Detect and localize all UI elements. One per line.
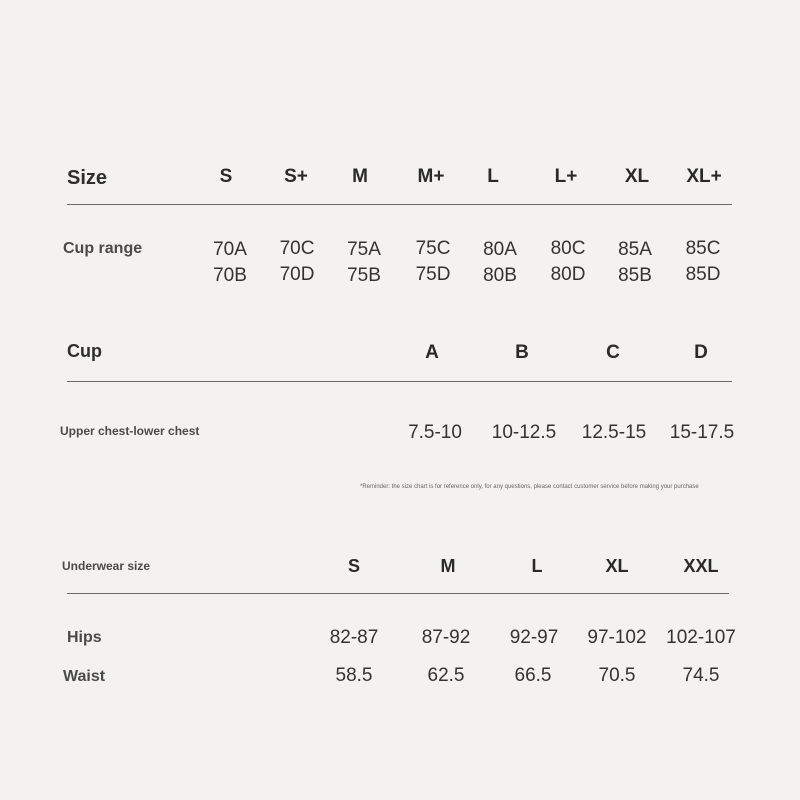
- cup-range-value: 85A: [618, 239, 652, 260]
- cup-range-value: 70B: [213, 265, 247, 286]
- chest-difference-value: 10-12.5: [491, 422, 557, 443]
- cup-col-d: D: [694, 342, 708, 363]
- cup-range-value: 80B: [483, 265, 517, 286]
- cup-range-value: 85D: [685, 264, 721, 285]
- underwear-col-m: M: [440, 556, 456, 576]
- size-col-s: S: [219, 166, 233, 187]
- cup-range-label: Cup range: [63, 240, 143, 257]
- chest-difference-value: 12.5-15: [581, 422, 647, 443]
- underwear-header-label: Underwear size: [62, 559, 151, 573]
- size-header-label: Size: [67, 167, 108, 189]
- waist-value: 74.5: [682, 665, 720, 686]
- waist-label: Waist: [63, 668, 106, 685]
- reminder-note: *Reminder: the size chart is for reference only, for any questions, please contact customer service before making your purchase: [360, 484, 699, 490]
- underwear-col-s: S: [347, 556, 360, 576]
- hips-value: 97-102: [587, 627, 647, 648]
- size-col-l: L: [487, 166, 499, 187]
- chest-difference-label: Upper chest-lower chest: [60, 424, 200, 438]
- cup-range-value: 80D: [550, 264, 586, 285]
- waist-value: 70.5: [598, 665, 636, 686]
- cup-col-b: B: [515, 342, 529, 363]
- size-col-s-plus: S+: [284, 166, 308, 187]
- cup-col-a: A: [425, 342, 439, 363]
- chest-difference-value: 15-17.5: [669, 422, 735, 443]
- cup-range-value: 75A: [347, 239, 381, 260]
- size-col-m-plus: M+: [417, 166, 445, 187]
- cup-range-value: 75D: [415, 264, 451, 285]
- cup-range-value: 75B: [347, 265, 381, 286]
- size-header-divider: [67, 204, 732, 205]
- underwear-col-xl: XL: [605, 556, 629, 576]
- cup-range-value: 80C: [550, 238, 586, 259]
- underwear-header-divider: [67, 593, 729, 594]
- cup-range-value: 70C: [279, 238, 315, 259]
- hips-value: 102-107: [666, 627, 736, 648]
- underwear-col-xxl: XXL: [683, 556, 719, 576]
- size-col-l-plus: L+: [554, 166, 578, 187]
- cup-range-value: 80A: [483, 239, 517, 260]
- cup-range-value: 85C: [685, 238, 721, 259]
- cup-header-divider: [67, 381, 732, 382]
- hips-value: 82-87: [329, 627, 379, 648]
- waist-value: 62.5: [427, 665, 465, 686]
- waist-value: 58.5: [335, 665, 373, 686]
- waist-value: 66.5: [514, 665, 552, 686]
- hips-value: 92-97: [509, 627, 559, 648]
- size-col-m: M: [352, 166, 368, 187]
- cup-col-c: C: [606, 342, 620, 363]
- cup-header-label: Cup: [67, 341, 102, 361]
- hips-label: Hips: [67, 629, 102, 646]
- cup-range-value: 85B: [618, 265, 652, 286]
- size-col-xl-plus: XL+: [686, 166, 722, 187]
- hips-value: 87-92: [421, 627, 471, 648]
- cup-range-value: 70D: [279, 264, 315, 285]
- size-col-xl: XL: [624, 166, 650, 187]
- cup-range-value: 70A: [213, 239, 247, 260]
- chest-difference-value: 7.5-10: [408, 422, 462, 443]
- cup-range-value: 75C: [415, 238, 451, 259]
- underwear-col-l: L: [531, 556, 543, 576]
